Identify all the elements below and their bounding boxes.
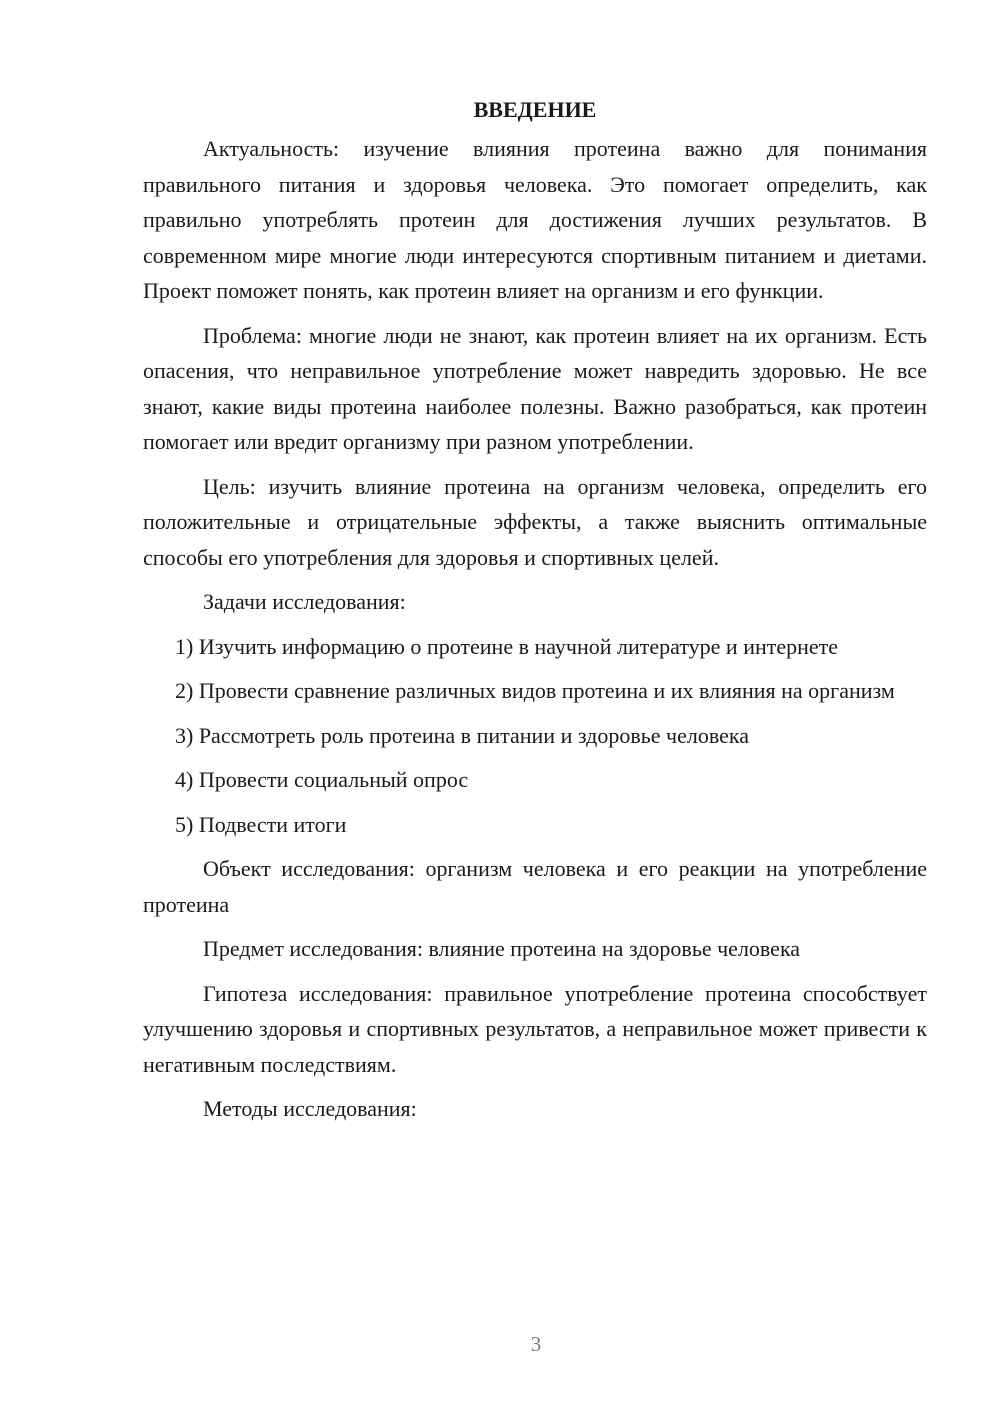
problem-paragraph: Проблема: многие люди не знают, как протеин влияет на их организм. Есть опасения, что неправильное употребление может навредить здоровью. Не все знают, какие виды протеина наиболее полезны. Важно разобраться, как протеин помогает или вредит организму при разном употреблении. <box>143 322 927 454</box>
page-content <box>143 92 927 1136</box>
task-item-4: 4) Провести социальный опрос <box>175 767 469 792</box>
relevance-paragraph: Актуальность: изучение влияния протеина важно для понимания правильного питания и здоровья человека. Это помогает определить, как правильно употреблять протеин для достижения лучших результатов. В современном мире многие люди интересуются спортивным питанием и диетами. Проект поможет понять, как протеин влияет на организм и его функции. <box>143 136 927 303</box>
page-title: ВВЕДЕНИЕ <box>473 97 597 122</box>
task-item-3: 3) Рассмотреть роль протеина в питании и здоровье человека <box>175 722 749 748</box>
object-paragraph: Объект исследования: организм человека и его реакции на употребление протеина <box>143 856 927 917</box>
methods-heading: Методы исследования: <box>203 1096 417 1121</box>
task-item-1: 1) Изучить информацию о протеине в научной литературе и интернете <box>175 633 839 659</box>
goal-paragraph: Цель: изучить влияние протеина на организм человека, определить его положительные и отрицательные эффекты, а также выяснить оптимальные способы его употребления для здоровья и спортивных целей. <box>143 473 927 570</box>
task-item-5: 5) Подвести итоги <box>175 811 347 837</box>
tasks-heading: Задачи исследования: <box>203 589 406 614</box>
subject-paragraph: Предмет исследования: влияние протеина на здоровье человека <box>203 936 801 961</box>
hypothesis-paragraph: Гипотеза исследования: правильное употребление протеина способствует улучшению здоровья и спортивных результатов, а неправильное может привести к негативным последствиям. <box>143 980 927 1077</box>
page-number: 3 <box>530 1332 542 1356</box>
task-item-2: 2) Провести сравнение различных видов протеина и их влияния на организм <box>175 678 895 703</box>
